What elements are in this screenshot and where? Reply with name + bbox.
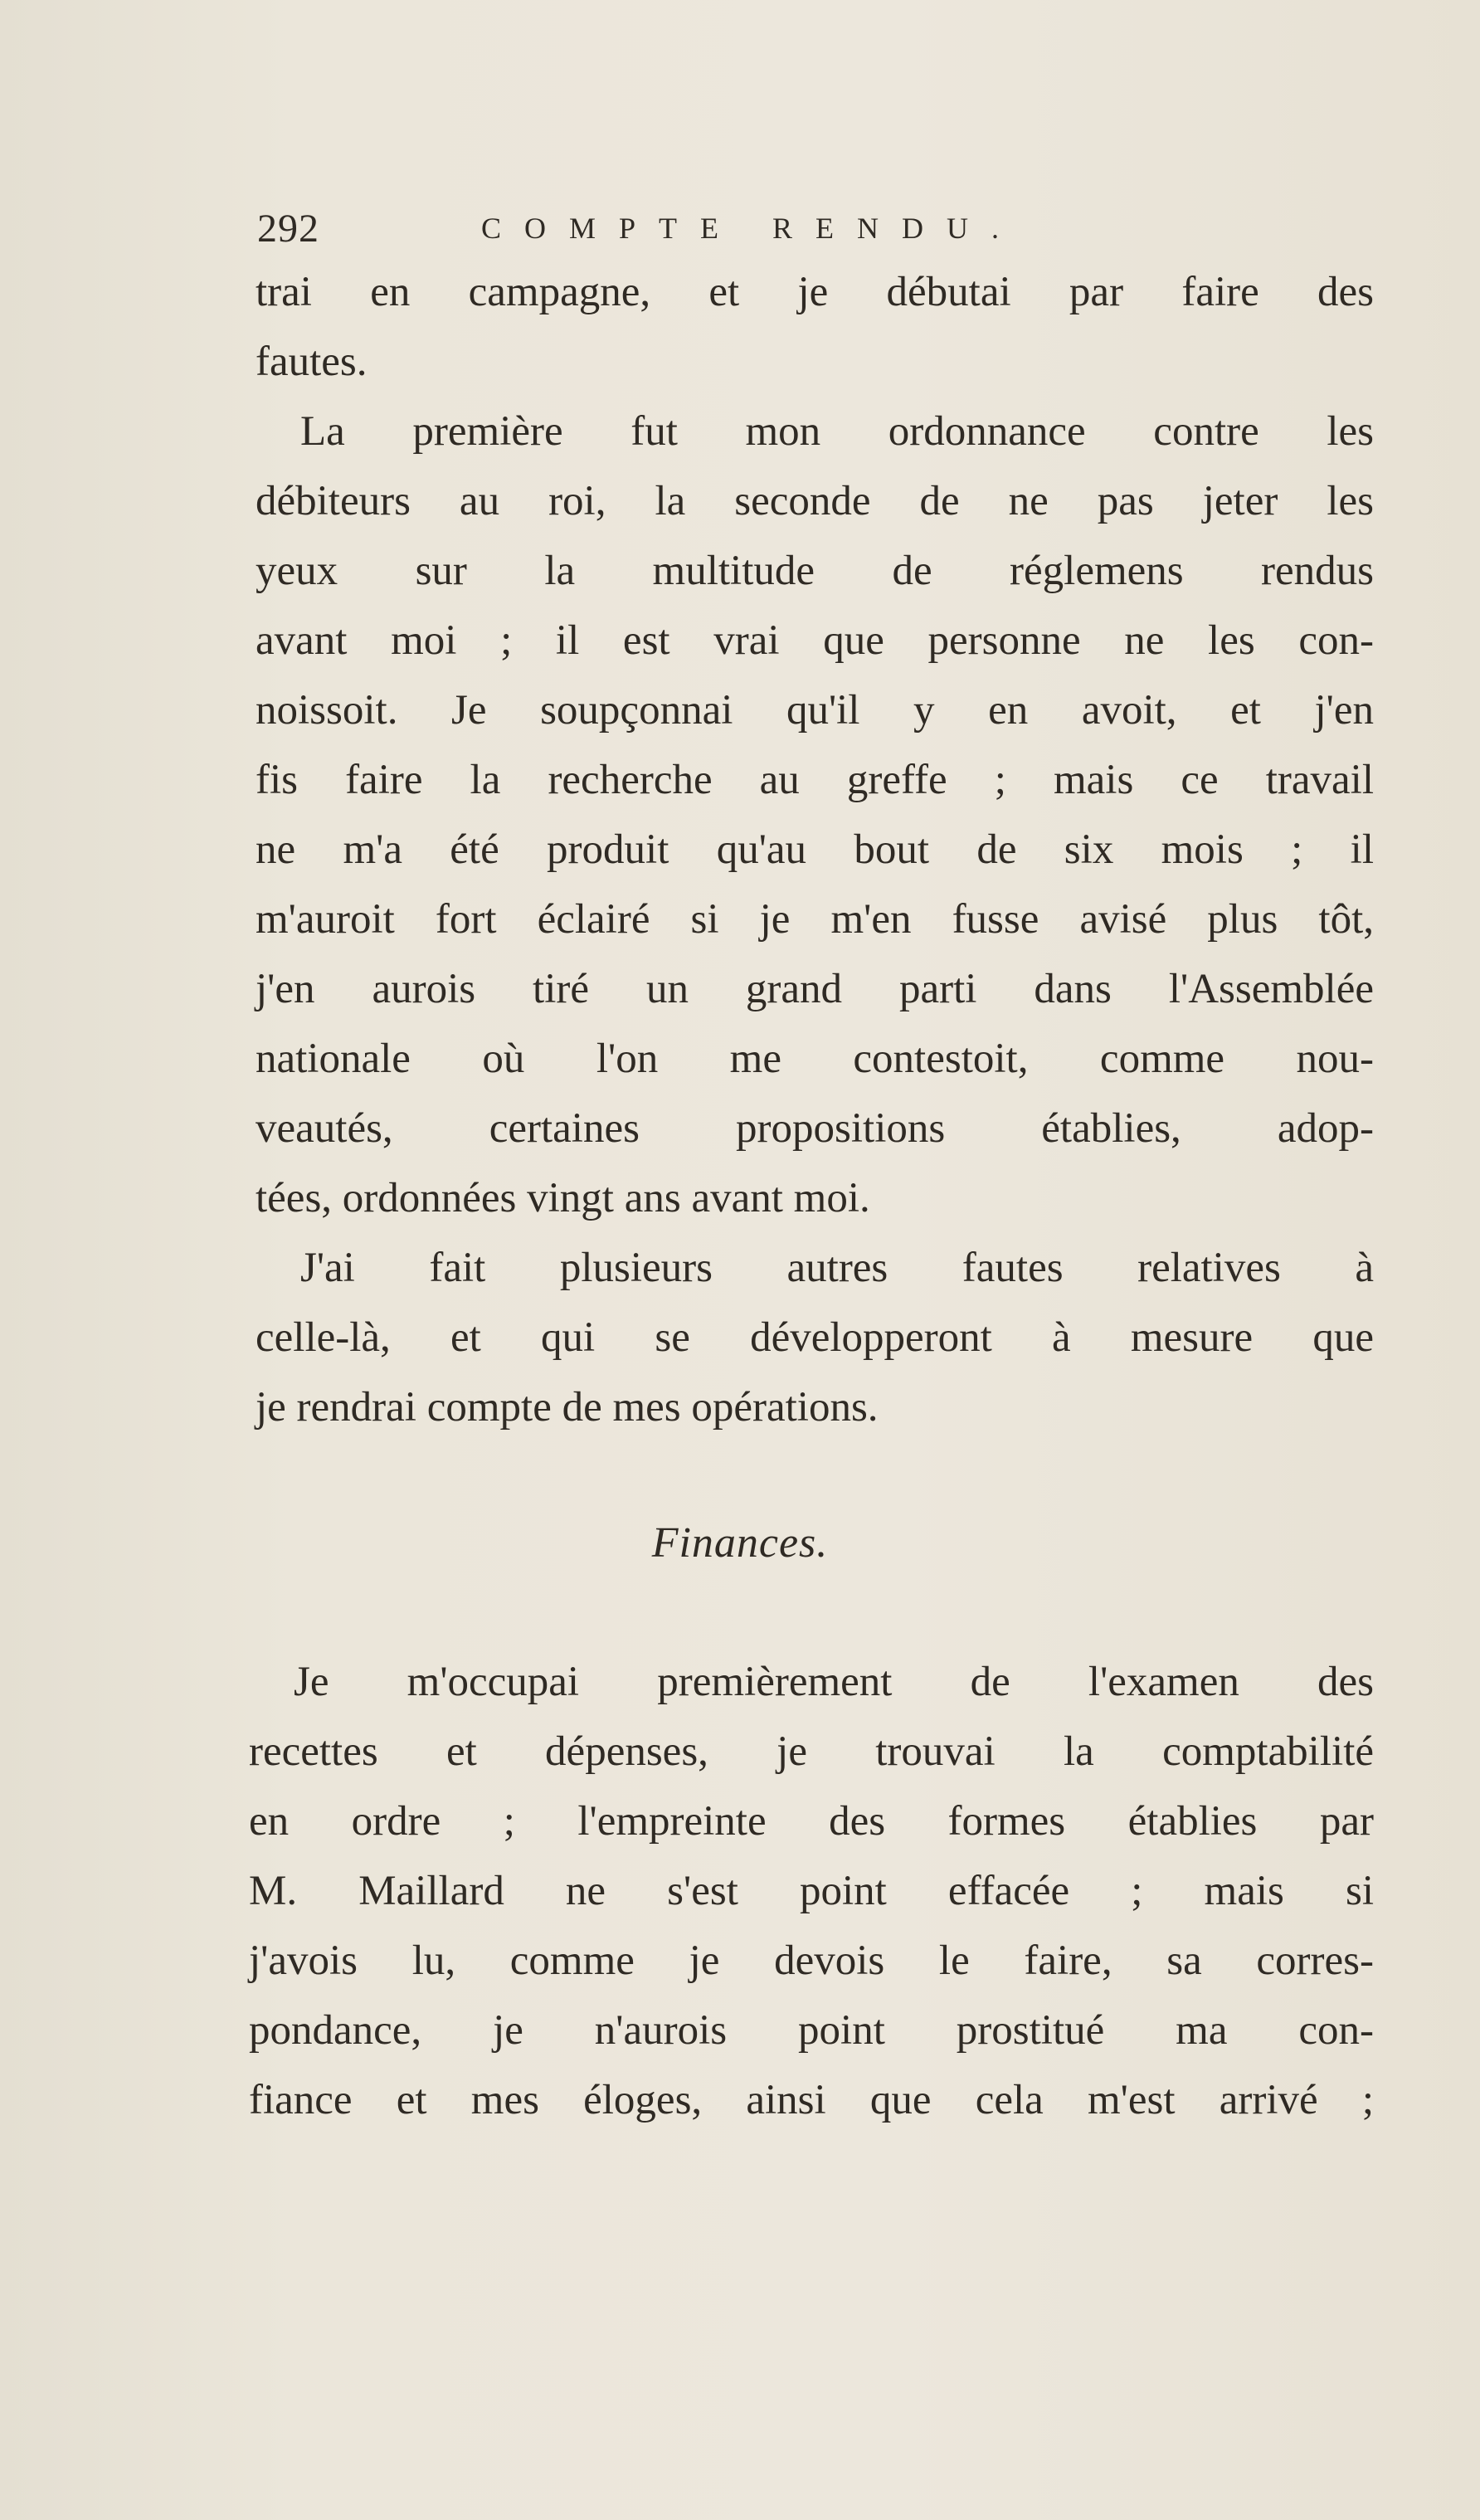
text-line: débiteurs au roi, la seconde de ne pas jeter les bbox=[256, 478, 1374, 524]
running-head: COMPTE RENDU. bbox=[481, 212, 1023, 245]
section-heading: Finances. bbox=[651, 1519, 829, 1567]
body-text-top bbox=[256, 257, 1374, 1442]
body-text-bottom bbox=[249, 1647, 1374, 2135]
text-line: j'avois lu, comme je devois le faire, sa corres- bbox=[249, 1938, 1374, 1984]
text-line: ne m'a été produit qu'au bout de six mois ; il bbox=[256, 826, 1374, 873]
text-line: tées, ordonnées vingt ans avant moi. bbox=[256, 1175, 870, 1221]
text-line: en ordre ; l'empreinte des formes établies par bbox=[249, 1798, 1374, 1845]
text-line: fis faire la recherche au greffe ; mais ce travail bbox=[256, 757, 1374, 803]
text-line: fautes. bbox=[256, 339, 368, 385]
text-line: trai en campagne, et je débutai par faire des bbox=[256, 269, 1374, 315]
text-line: je rendrai compte de mes opérations. bbox=[256, 1384, 879, 1431]
text-line: veautés, certaines propositions établies, adop- bbox=[256, 1105, 1374, 1152]
text-line: pondance, je n'aurois point prostitué ma con- bbox=[249, 2007, 1374, 2054]
page-header bbox=[257, 206, 1369, 264]
text-line: nationale où l'on me contestoit, comme nou- bbox=[256, 1036, 1374, 1082]
text-line: recettes et dépenses, je trouvai la comptabilité bbox=[249, 1728, 1374, 1775]
text-line: La première fut mon ordonnance contre les bbox=[300, 408, 1374, 455]
text-line: yeux sur la multitude de réglemens rendus bbox=[256, 548, 1374, 594]
text-line: Je m'occupai premièrement de l'examen des bbox=[294, 1659, 1374, 1705]
text-line: J'ai fait plusieurs autres fautes relatives à bbox=[300, 1245, 1374, 1291]
text-line: fiance et mes éloges, ainsi que cela m'est arrivé ; bbox=[249, 2077, 1374, 2123]
text-line: celle-là, et qui se développeront à mesure que bbox=[256, 1314, 1374, 1361]
text-line: j'en aurois tiré un grand parti dans l'Assemblée bbox=[256, 966, 1374, 1012]
text-line: M. Maillard ne s'est point effacée ; mais si bbox=[249, 1868, 1374, 1914]
text-line: m'auroit fort éclairé si je m'en fusse avisé plus tôt, bbox=[256, 896, 1374, 943]
text-line: noissoit. Je soupçonnai qu'il y en avoit, et j'en bbox=[256, 687, 1374, 734]
page-number: 292 bbox=[257, 207, 319, 251]
text-line: avant moi ; il est vrai que personne ne les con- bbox=[256, 617, 1374, 664]
